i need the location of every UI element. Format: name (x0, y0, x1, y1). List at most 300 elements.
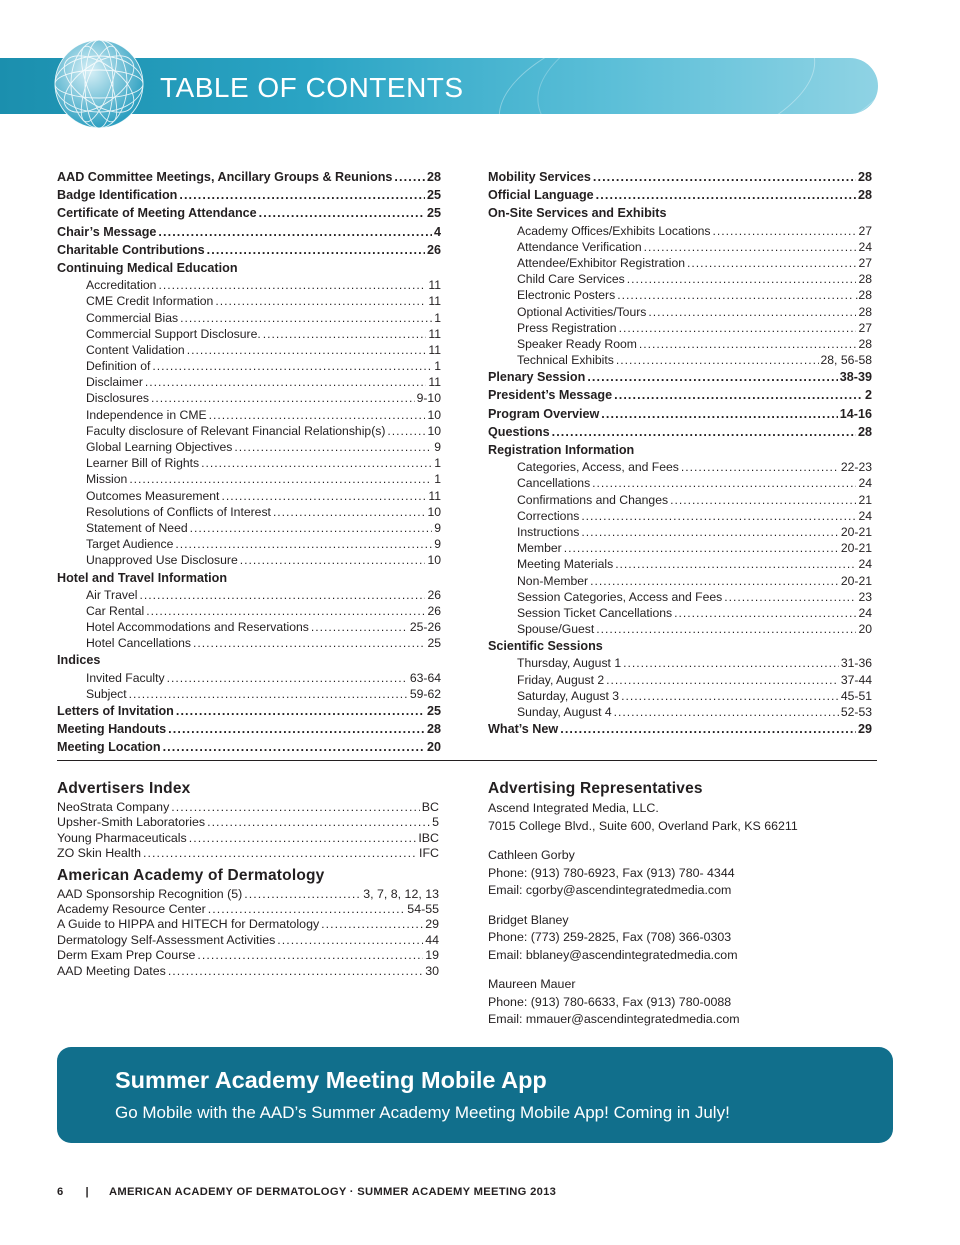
toc-entry[interactable] (57, 310, 441, 326)
page-ref: 20 (858, 622, 872, 637)
dot-leader (596, 621, 856, 637)
dot-leader (176, 702, 425, 720)
toc-entry[interactable] (488, 540, 872, 556)
dot-leader (590, 573, 839, 589)
entry-title: Resolutions of Conflicts of Interest (86, 504, 271, 519)
toc-entry[interactable] (57, 455, 441, 471)
page-ref: 29 (425, 917, 439, 932)
dot-leader (596, 186, 856, 204)
rep-phone: Phone: (773) 259-2825, Fax (708) 366-0303 (488, 930, 732, 944)
toc-entry[interactable] (57, 471, 441, 487)
toc-entry[interactable] (488, 556, 872, 572)
rep-phone: Phone: (913) 780-6923, Fax (913) 780- 4344 (488, 865, 735, 880)
dot-leader (139, 587, 425, 603)
page-ref: 27 (858, 223, 872, 238)
dot-leader (681, 459, 839, 475)
entry-title: Air Travel (86, 587, 138, 602)
entry-title: Car Rental (86, 603, 145, 618)
dot-leader (193, 635, 425, 651)
page-ref: 28 (858, 304, 872, 319)
page-ref: 25 (426, 206, 441, 221)
page-ref: 27 (858, 255, 872, 270)
page-ref: 24 (858, 605, 872, 620)
dot-leader (614, 704, 839, 720)
toc-entry[interactable] (57, 407, 441, 423)
dot-leader (221, 488, 426, 504)
entry-title: Accreditation (86, 278, 157, 293)
page-ref: 59-62 (409, 686, 441, 701)
page-ref: 24 (858, 239, 872, 254)
rep-name: Bridget Blaney (488, 912, 569, 927)
reps-address: 7015 College Blvd., Suite 600, Overland Park, KS 66211 (488, 818, 798, 833)
entry-title: Corrections (517, 508, 580, 523)
entry-title: Academy Resource Center (57, 901, 206, 916)
toc-entry[interactable] (57, 293, 441, 309)
toc-entry[interactable] (488, 271, 872, 287)
entry-title: Global Learning Objectives (86, 440, 233, 454)
dot-leader (240, 552, 426, 568)
reps-title: Advertising Representatives (488, 780, 703, 797)
page-ref: 28 (426, 722, 441, 737)
entry-title: Plenary Session (488, 370, 586, 385)
page-ref: 20-21 (840, 541, 872, 556)
page-ref: 11 (428, 375, 441, 390)
page-ref: 24 (858, 476, 872, 491)
page-ref: 11 (428, 278, 441, 293)
entry-title: A Guide to HIPPA and HITECH for Dermatology (57, 917, 320, 932)
toc-entry[interactable] (57, 720, 441, 738)
dot-leader (145, 374, 426, 390)
dot-leader (129, 471, 432, 487)
entry-title: Commercial Support Disclosure. (86, 326, 261, 341)
dot-leader (321, 917, 423, 932)
dot-leader (180, 310, 432, 326)
reps-section (488, 778, 888, 1029)
toc-entry[interactable] (488, 320, 872, 336)
toc-entry[interactable] (57, 277, 441, 293)
toc-entry[interactable] (488, 368, 872, 386)
toc-entry[interactable] (488, 720, 872, 738)
entry-title: Session Ticket Cancellations (517, 605, 673, 620)
toc-entry[interactable] (488, 386, 872, 404)
toc-entry[interactable] (57, 917, 439, 932)
page-ref: 27 (858, 320, 872, 335)
dot-leader (581, 508, 856, 524)
entry-title: Hotel Accommodations and Reservations (86, 620, 309, 635)
dot-leader (615, 556, 856, 572)
entry-title: Member (517, 541, 562, 556)
page-ref: 28 (858, 272, 872, 287)
toc-entry[interactable] (57, 204, 441, 222)
page-ref: 25 (426, 188, 441, 203)
entry-title: Non-Member (517, 573, 589, 588)
dot-leader (168, 964, 423, 979)
toc-entry[interactable] (488, 688, 872, 704)
dot-leader (724, 589, 856, 605)
dot-leader (606, 672, 839, 688)
entry-title: Session Categories, Access and Fees (517, 589, 723, 604)
dot-leader (263, 326, 427, 342)
dot-leader (670, 492, 856, 508)
dot-leader (146, 603, 425, 619)
dot-leader (623, 655, 839, 671)
page-ref: 21 (858, 492, 872, 507)
toc-entry[interactable] (488, 573, 872, 589)
toc-entry[interactable] (488, 508, 872, 524)
dot-leader (207, 815, 430, 830)
entry-title: Target Audience (86, 537, 174, 552)
page-ref: 28 (858, 336, 872, 351)
toc-entry[interactable] (488, 672, 872, 688)
toc-entry[interactable] (488, 352, 872, 368)
entry-title: ZO Skin Health (57, 846, 142, 861)
page-ref: 11 (428, 342, 441, 357)
page-ref: 10 (427, 504, 441, 519)
page-ref: 22-23 (840, 460, 872, 475)
page-ref: 54-55 (407, 901, 439, 916)
entry-title: Technical Exhibits (517, 353, 614, 368)
rep-name: Cathleen Gorby (488, 848, 575, 862)
toc-entry[interactable] (57, 686, 441, 702)
app-banner-subtitle: Go Mobile with the AAD’s Summer Academy Meeting Mobile App! Coming in July! (115, 1103, 730, 1122)
footer-separator: | (85, 1186, 89, 1198)
toc-entry[interactable] (488, 475, 872, 491)
app-banner-title: Summer Academy Meeting Mobile App (115, 1067, 547, 1093)
toc-entry[interactable] (488, 336, 872, 352)
toc-entry[interactable] (488, 255, 872, 271)
page-ref: 24 (858, 508, 872, 523)
page-ref: IBC (418, 830, 439, 845)
dot-leader (616, 352, 819, 368)
entry-title: Registration Information (488, 443, 635, 457)
dot-leader (617, 287, 853, 303)
toc-section-heading (57, 651, 441, 669)
page-ref: 29 (857, 722, 872, 737)
toc-entry[interactable] (57, 374, 441, 390)
entry-title: Hotel and Travel Information (57, 570, 228, 585)
dot-leader (234, 439, 432, 455)
rep-email[interactable]: Email: bblaney@ascendintegratedmedia.com (488, 947, 738, 962)
toc-entry[interactable] (57, 439, 441, 455)
toc-entry[interactable] (57, 800, 439, 815)
rep-name: Maureen Mauer (488, 977, 576, 991)
page-ref: 20-21 (840, 524, 872, 539)
page-ref: 26 (426, 242, 441, 257)
entry-title: Academy Offices/Exhibits Locations (517, 223, 711, 238)
toc-entry[interactable] (488, 239, 872, 255)
page-ref: 5 (432, 815, 439, 830)
toc-entry[interactable] (57, 902, 439, 917)
dot-leader (171, 800, 420, 815)
toc-entry[interactable] (488, 524, 872, 540)
toc-entry[interactable] (57, 702, 441, 720)
toc-entry[interactable] (57, 186, 441, 204)
entry-title: Outcomes Measurement (86, 488, 220, 503)
toc-entry[interactable] (488, 168, 872, 186)
entry-title: Optional Activities/Tours (517, 304, 647, 319)
toc-entry[interactable] (57, 358, 441, 374)
toc-entry[interactable] (488, 655, 872, 671)
toc-left-column (57, 168, 441, 757)
page-ref: 23 (858, 589, 872, 604)
entry-title: Official Language (488, 188, 594, 203)
page-ref: 9 (434, 520, 441, 535)
dot-leader (621, 688, 839, 704)
toc-entry[interactable] (57, 887, 439, 902)
entry-title: Mission (86, 472, 128, 487)
toc-entry[interactable] (488, 605, 872, 621)
toc-entry[interactable] (57, 670, 441, 686)
toc-section-heading (488, 637, 872, 655)
entry-title: Learner Bill of Rights (86, 456, 200, 471)
entry-title: Disclosures (86, 391, 149, 406)
page-ref: 25-26 (409, 620, 441, 635)
entry-title: Sunday, August 4 (517, 705, 612, 719)
page-ref: .28 (855, 288, 872, 303)
toc-entry[interactable] (57, 948, 439, 963)
toc-entry[interactable] (57, 520, 441, 536)
entry-title: Letters of Invitation (57, 704, 174, 718)
entry-title: Speaker Ready Room (517, 336, 637, 351)
toc-entry[interactable] (57, 342, 441, 358)
entry-title: Questions (488, 424, 550, 439)
page-ref: 1 (434, 456, 441, 471)
entry-title: Derm Exam Prep Course (57, 948, 196, 963)
page-ref: 11 (428, 488, 441, 503)
entry-title: Dermatology Self-Assessment Activities (57, 932, 276, 947)
toc-entry[interactable] (488, 223, 872, 239)
dot-leader (394, 168, 425, 186)
entry-title: Mobility Services (488, 170, 591, 184)
dot-leader (592, 475, 856, 491)
toc-entry[interactable] (488, 459, 872, 475)
dot-leader (158, 223, 432, 241)
entry-title: Invited Faculty (86, 670, 165, 685)
entry-title: AAD Sponsorship Recognition (5) (57, 886, 243, 901)
page-ref: 1 (434, 472, 441, 487)
dot-leader (644, 239, 857, 255)
toc-entry[interactable] (57, 488, 441, 504)
toc-entry[interactable] (57, 241, 441, 259)
entry-title: Badge Identification (57, 188, 178, 203)
page-ref: 3, 7, 8, 12, 13 (363, 886, 439, 901)
page-ref: 4 (433, 224, 441, 239)
page-ref: 9 (434, 440, 441, 454)
entry-title: Certificate of Meeting Attendance (57, 206, 257, 221)
page-ref: 9-10 (416, 391, 441, 406)
dot-leader (129, 686, 408, 702)
entry-title: What’s New (488, 722, 559, 737)
toc-entry[interactable] (57, 326, 441, 342)
entry-title: Chair’s Message (57, 224, 157, 239)
dot-leader (601, 405, 837, 423)
rep-phone: Phone: (913) 780-6633, Fax (913) 780-0088 (488, 994, 732, 1009)
entry-title: Thursday, August 1 (517, 656, 622, 671)
toc-entry[interactable] (57, 552, 441, 568)
toc-entry[interactable] (488, 492, 872, 508)
entry-title: Confirmations and Changes (517, 492, 669, 507)
entry-title: On-Site Services and Exhibits (488, 206, 667, 221)
page-ref: 26 (427, 587, 441, 602)
dot-leader (190, 520, 433, 536)
entry-title: Disclaimer (86, 375, 143, 390)
entry-title: Upsher-Smith Laboratories (57, 815, 206, 830)
page-ref: 63-64 (409, 670, 441, 685)
entry-title: Attendee/Exhibitor Registration (517, 255, 686, 270)
dot-leader (674, 605, 856, 621)
toc-section-heading (488, 204, 872, 222)
dot-leader (619, 320, 857, 336)
dot-leader (593, 168, 856, 186)
toc-entry[interactable] (57, 603, 441, 619)
dot-leader (201, 455, 432, 471)
page-ref: 28, 56-58 (820, 353, 872, 368)
rep-email[interactable]: Email: cgorby@ascendintegratedmedia.com (488, 883, 732, 897)
dot-leader (158, 277, 426, 293)
page-ref: 19 (425, 948, 439, 963)
dot-leader (208, 902, 406, 917)
entry-title: Child Care Services (517, 272, 625, 287)
entry-title: Hotel Cancellations (86, 636, 192, 651)
rep-email[interactable]: Email: mmauer@ascendintegratedmedia.com (488, 1012, 740, 1026)
dot-leader (564, 540, 839, 556)
page-ref: 10 (427, 407, 441, 422)
dot-leader (215, 293, 426, 309)
dot-leader (189, 831, 417, 846)
page-ref: 10 (427, 553, 441, 568)
toc-entry[interactable] (57, 815, 439, 830)
toc-entry[interactable] (57, 536, 441, 552)
toc-entry[interactable] (57, 846, 439, 861)
page-ref: 45-51 (840, 688, 872, 703)
toc-entry[interactable] (488, 186, 872, 204)
toc-right-column (488, 168, 872, 738)
entry-title: Categories, Access, and Fees (517, 460, 679, 475)
entry-title: AAD Committee Meetings, Ancillary Groups & Reunions (57, 170, 393, 184)
page-ref: 11 (428, 326, 441, 341)
page-ref: 10 (427, 423, 441, 438)
page-ref: 1 (434, 359, 441, 374)
entry-title: Statement of Need (86, 520, 188, 535)
entry-title: Saturday, August 3 (517, 688, 620, 703)
entry-title: Continuing Medical Education (57, 260, 238, 275)
entry-title: NeoStrata Company (57, 800, 170, 814)
page-ref: 20 (426, 740, 441, 755)
dot-leader (687, 255, 856, 271)
section-divider (57, 760, 877, 761)
toc-entry[interactable] (57, 423, 441, 439)
advertisers-list (57, 800, 439, 862)
entry-title: CME Credit Information (86, 294, 214, 309)
page-ref: 37-44 (840, 672, 872, 687)
entry-title: Definition of (86, 359, 151, 374)
entry-title: Independence in CME (86, 407, 207, 422)
page-ref: 1 (434, 310, 441, 325)
page-ref: 31-36 (840, 656, 872, 671)
page-title: TABLE OF CONTENTS (160, 72, 464, 103)
entry-title: Cancellations (517, 476, 591, 491)
toc-entry[interactable] (57, 964, 439, 979)
page-ref: 44 (425, 932, 439, 947)
toc-entry[interactable] (57, 504, 441, 520)
entry-title: Content Validation (86, 342, 185, 357)
page-ref: 20-21 (840, 573, 872, 588)
entry-title: Meeting Location (57, 740, 161, 755)
toc-entry[interactable] (488, 304, 872, 320)
entry-title: Charitable Contributions (57, 242, 205, 257)
toc-section-heading (488, 441, 872, 459)
toc-entry[interactable] (57, 831, 439, 846)
toc-entry[interactable] (488, 621, 872, 637)
toc-entry[interactable] (488, 405, 872, 423)
dot-leader (167, 670, 408, 686)
page-ref: 28 (426, 170, 441, 184)
dot-leader (163, 738, 425, 756)
entry-title: Subject (86, 686, 127, 701)
globe-icon (53, 38, 145, 130)
toc-entry[interactable] (57, 619, 441, 635)
footer-text: AMERICAN ACADEMY OF DERMATOLOGY · SUMMER ACADEMY MEETING 2013 (108, 1186, 557, 1198)
dot-leader (175, 536, 432, 552)
entry-title: President’s Message (488, 388, 613, 403)
toc-entry[interactable] (57, 168, 441, 186)
dot-leader (273, 504, 426, 520)
page-ref: 25 (427, 636, 441, 651)
page-ref: 14-16 (839, 406, 872, 421)
toc-section-heading (57, 569, 441, 587)
toc-entry[interactable] (57, 635, 441, 651)
page-ref: 28 (857, 424, 872, 439)
mobile-app-banner[interactable] (57, 1047, 893, 1143)
aad-title: American Academy of Dermatology (57, 866, 325, 884)
toc-entry[interactable] (57, 587, 441, 603)
dot-leader (209, 407, 426, 423)
banner-swoosh (526, 58, 878, 114)
dot-leader (614, 386, 863, 404)
toc-entry[interactable] (488, 287, 872, 303)
page-ref: 2 (864, 388, 872, 403)
toc-entry[interactable] (57, 390, 441, 406)
toc-entry[interactable] (57, 738, 441, 756)
page-number: 6 (57, 1186, 64, 1198)
dot-leader (713, 223, 857, 239)
entry-title: Meeting Handouts (57, 722, 167, 737)
page-ref: 38-39 (839, 370, 872, 385)
entry-title: Instructions (517, 524, 580, 539)
dot-leader (197, 948, 423, 963)
page-ref: 24 (858, 557, 872, 572)
dot-leader (277, 933, 423, 948)
page-ref: 9 (434, 537, 441, 552)
dot-leader (311, 619, 408, 635)
page-ref: BC (421, 800, 439, 814)
entry-title: Program Overview (488, 406, 600, 421)
toc-entry[interactable] (488, 423, 872, 441)
toc-entry[interactable] (488, 704, 872, 720)
page-ref: 30 (425, 963, 439, 978)
toc-entry[interactable] (57, 223, 441, 241)
dot-leader (648, 304, 856, 320)
toc-entry[interactable] (488, 589, 872, 605)
page-ref: 28 (857, 170, 872, 184)
toc-entry[interactable] (57, 933, 439, 948)
dot-leader (151, 390, 415, 406)
reps-company: Ascend Integrated Media, LLC. (488, 801, 659, 815)
dot-leader (639, 336, 857, 352)
entry-title: Meeting Materials (517, 557, 614, 572)
toc-section-heading (57, 259, 441, 277)
dot-leader (560, 720, 856, 738)
